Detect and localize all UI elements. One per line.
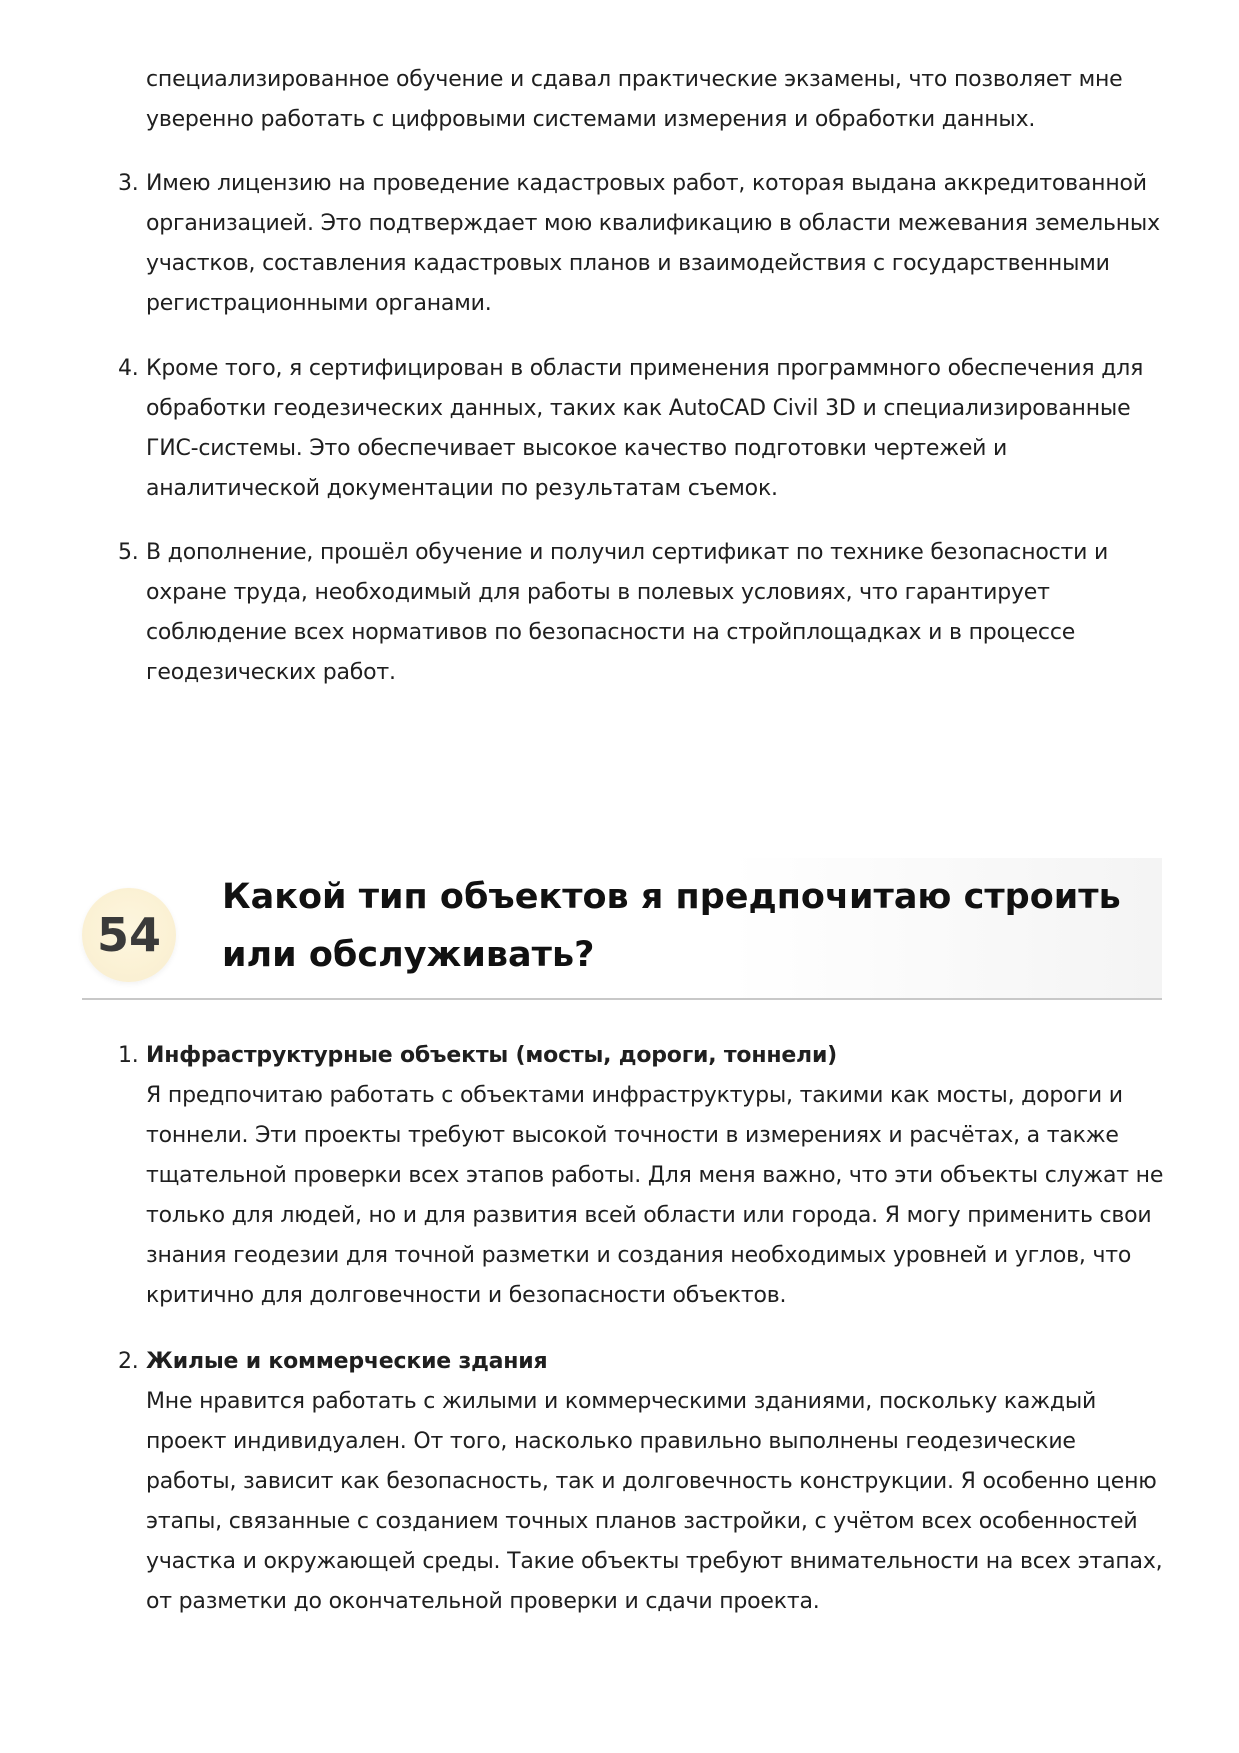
list-item xyxy=(118,349,1166,509)
list-item-text: Я предпочитаю работать с объектами инфраструктуры, такими как мосты, дороги и тоннели. Эти проекты требуют высокой точности в измерениях и расчётах, а также тщательной проверки всех этапов работы. Для меня важно, что эти объекты служат не только для людей, но и для развития всей области или города. Я могу применить свои знания геодезии для точной разметки и создания необходимых уровней и углов, что критично для долговечности и безопасности объектов. xyxy=(146,1083,1164,1308)
continued-list-item xyxy=(146,60,1166,140)
list-item-number: 5. xyxy=(118,540,139,565)
list-item-number: 4. xyxy=(118,356,139,381)
list-item-text: В дополнение, прошёл обучение и получил сертификат по технике безопасности и охране труда, необходимый для работы в полевых условиях, что гарантирует соблюдение всех нормативов по безопасности на стройплощадках и в процессе геодезических работ. xyxy=(146,540,1109,685)
list-item xyxy=(118,533,1166,693)
list-item xyxy=(118,1036,1166,1316)
list-item-heading: Инфраструктурные объекты (мосты, дороги, тоннели) xyxy=(146,1043,838,1068)
list-item-text: Мне нравится работать с жилыми и коммерческими зданиями, поскольку каждый проект индивидуален. От того, насколько правильно выполнены геодезические работы, зависит как безопасность, так и долговечность конструкции. Я особенно ценю этапы, связанные с созданием точных планов застройки, с учётом всех особенностей участка и окружающей среды. Такие объекты требуют внимательности на всех этапах, от разметки до окончательной проверки и сдачи проекта. xyxy=(146,1389,1163,1614)
list-item xyxy=(118,164,1166,324)
list-item-text: Имею лицензию на проведение кадастровых работ, которая выдана аккредитованной организацией. Это подтверждает мою квалификацию в области межевания земельных участков, составления кадастровых планов и взаимодействия с государственными регистрационными органами. xyxy=(146,171,1160,316)
list-item-number: 2. xyxy=(118,1349,139,1374)
list-item-number: 1. xyxy=(118,1043,139,1068)
section-header xyxy=(82,858,1162,1000)
list-item-text: Кроме того, я сертифицирован в области применения программного обеспечения для обработки геодезических данных, таких как AutoCAD Civil 3D и специализированные ГИС-системы. Это обеспечивает высокое качество подготовки чертежей и аналитической документации по результатам съемок. xyxy=(146,356,1144,501)
section-title: Какой тип объектов я предпочитаю строить или обслуживать? xyxy=(222,877,1121,975)
list-item xyxy=(118,1342,1166,1622)
section-number-badge: 54 xyxy=(82,888,176,982)
list-item-heading: Жилые и коммерческие здания xyxy=(146,1349,548,1374)
continued-item-text: специализированное обучение и сдавал практические экзамены, что позволяет мне уверенно работать с цифровыми системами измерения и обработки данных. xyxy=(146,67,1123,132)
list-item-number: 3. xyxy=(118,171,139,196)
